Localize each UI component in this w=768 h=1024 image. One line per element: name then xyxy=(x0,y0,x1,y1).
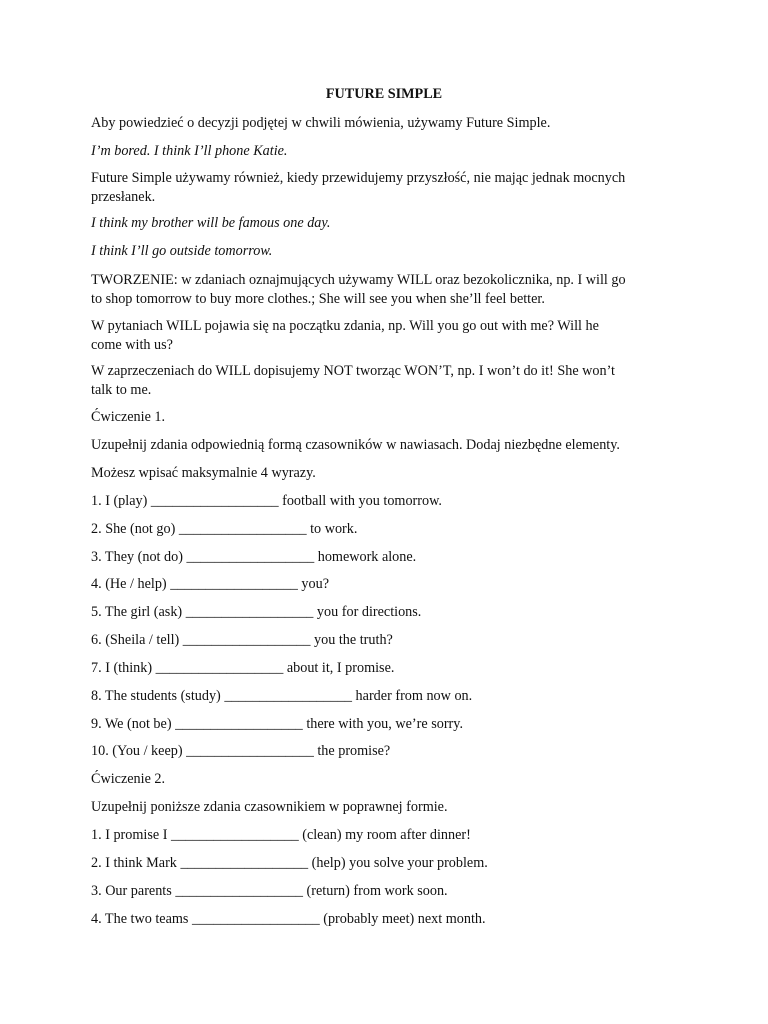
exercise-1-item: 5. The girl (ask) __________________ you for directions. xyxy=(91,604,422,620)
exercise-2-item: 4. The two teams __________________ (probably meet) next month. xyxy=(91,911,486,927)
exercise-1-heading: Ćwiczenie 1. xyxy=(91,409,166,425)
exercise-1-item: 10. (You / keep) __________________ the promise? xyxy=(91,743,391,759)
exercise-1-note: Możesz wpisać maksymalnie 4 wyrazy. xyxy=(91,465,316,481)
exercise-1-instruction: Uzupełnij zdania odpowiednią formą czasowników w nawiasach. Dodaj niezbędne elementy. xyxy=(91,437,620,453)
intro-paragraph-1: Aby powiedzieć o decyzji podjętej w chwili mówienia, używamy Future Simple. xyxy=(91,115,551,131)
exercise-2-item: 3. Our parents __________________ (return) from work soon. xyxy=(91,883,448,899)
example-sentence-1: I’m bored. I think I’ll phone Katie. xyxy=(91,143,288,159)
exercise-1-item: 3. They (not do) __________________ homework alone. xyxy=(91,549,417,565)
exercise-1-item: 6. (Sheila / tell) __________________ you the truth? xyxy=(91,632,393,648)
exercise-1-item: 1. I (play) __________________ football with you tomorrow. xyxy=(91,493,442,509)
exercise-2-item: 2. I think Mark __________________ (help) you solve your problem. xyxy=(91,855,488,871)
questions-paragraph: W pytaniach WILL pojawia się na początku zdania, np. Will you go out with me? Will he come with us? xyxy=(91,318,599,353)
page-title: FUTURE SIMPLE xyxy=(325,86,443,102)
exercise-1-item: 9. We (not be) __________________ there with you, we’re sorry. xyxy=(91,716,463,732)
exercise-1-item: 4. (He / help) __________________ you? xyxy=(91,576,330,592)
negation-paragraph: W zaprzeczeniach do WILL dopisujemy NOT tworząc WON’T, np. I won’t do it! She won’t talk to me. xyxy=(91,363,615,398)
example-sentence-3: I think I’ll go outside tomorrow. xyxy=(91,243,273,259)
example-sentence-2: I think my brother will be famous one day. xyxy=(91,215,331,231)
exercise-1-item: 7. I (think) __________________ about it, I promise. xyxy=(91,660,395,676)
exercise-1-item: 8. The students (study) __________________ harder from now on. xyxy=(91,688,473,704)
exercise-1-item: 2. She (not go) __________________ to work. xyxy=(91,521,358,537)
formation-paragraph: TWORZENIE: w zdaniach oznajmujących używamy WILL oraz bezokolicznika, np. I will go to shop tomorrow to buy more clothes.; She will see you when she’ll feel better. xyxy=(91,272,626,307)
exercise-2-heading: Ćwiczenie 2. xyxy=(91,771,166,787)
exercise-2-instruction: Uzupełnij poniższe zdania czasownikiem w poprawnej formie. xyxy=(91,799,448,815)
exercise-2-item: 1. I promise I __________________ (clean) my room after dinner! xyxy=(91,827,471,843)
intro-paragraph-2: Future Simple używamy również, kiedy przewidujemy przyszłość, nie mając jednak mocnych przesłanek. xyxy=(91,170,626,205)
